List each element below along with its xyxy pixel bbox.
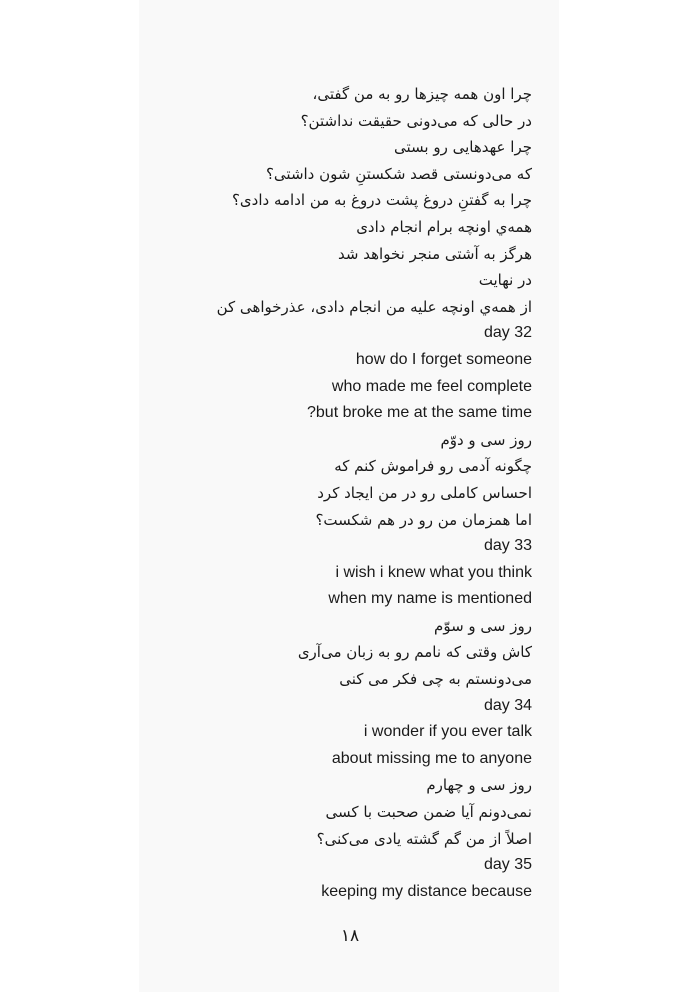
persian-text-line: روز سی و چهارم [426,776,532,795]
english-text-line: i wonder if you ever talk [363,723,532,741]
english-text-line: ?but broke me at the same time [307,404,532,422]
persian-text-line: همه‌ي اونچه برام انجام دادی [356,217,532,236]
persian-text-line: در نهایت [478,271,532,290]
english-text-line: day 32 [483,324,532,342]
english-text-line: how do I forget someone [355,350,532,368]
persian-text-line: چرا اون همه چیزها رو به من گفتی، [312,85,532,103]
english-text-line: i wish i knew what you think [335,563,532,581]
persian-text-line: نمی‌دونم آیا ضمن صحبت با کسی [325,803,532,822]
english-text-line: day 34 [483,696,532,714]
persian-text-line: روز سی و سوّم [434,616,532,635]
persian-text-line: احساس کاملی رو در من ایجاد کرد [317,483,532,502]
english-text-line: when my name is mentioned [328,590,532,608]
persian-text-line: کاش وقتی که نامم رو به زبان می‌آری [297,643,532,662]
persian-text-line: اما همزمان من رو در هم شکست؟ [315,510,532,529]
persian-text-line: در حالی که می‌دونی حقیقت نداشتن؟ [300,111,532,130]
english-text-line: about missing me to anyone [331,749,532,767]
persian-text-line: چگونه آدمی رو فراموش کنم که [334,457,532,476]
page-number: ۱۸ [340,926,360,946]
english-text-line: day 35 [483,856,532,874]
persian-text-line: چرا به گفتنِ دروغ پشت دروغ به من ادامه دادی؟ [231,191,532,210]
persian-text-line: که می‌دونستی قصد شکستنِ شون داشتی؟ [265,164,532,183]
persian-text-line: روز سی و دوّم [440,430,532,449]
english-text-line: who made me feel complete [331,377,532,395]
persian-text-line: اصلاً از من گم گشته یادی می‌کنی؟ [316,829,532,848]
persian-text-line: هرگز به آشتی منجر نخواهد شد [338,244,532,263]
persian-text-line: می‌دونستم به چی فکر می کنی [339,670,532,689]
english-text-line: day 33 [483,537,532,555]
poem-text-column [150,81,532,905]
persian-text-line: چرا عهدهایی رو بستی [394,138,532,157]
persian-text-line: از همه‌ي اونچه علیه من انجام دادی، عذرخواهی کن [216,297,532,316]
english-text-line: keeping my distance because [321,882,532,900]
